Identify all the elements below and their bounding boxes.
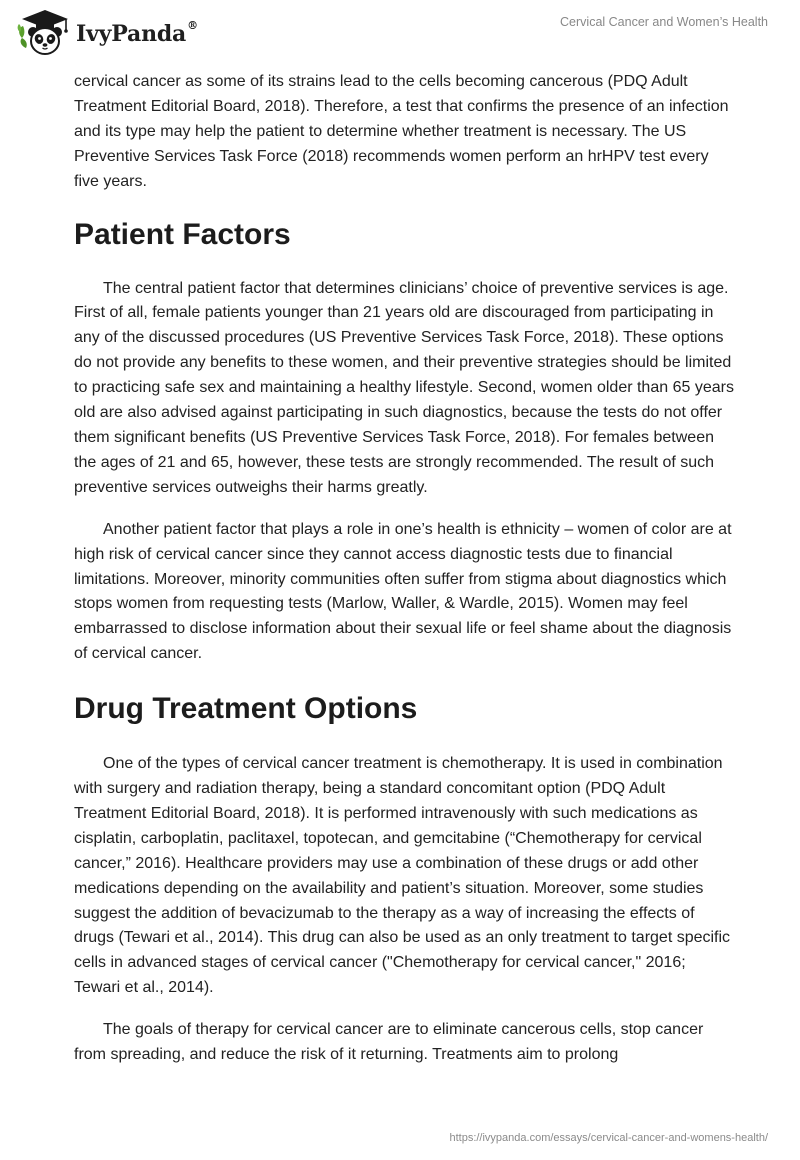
- ivypanda-logo[interactable]: [16, 8, 198, 58]
- paragraph: Another patient factor that plays a role in one’s health is ethnicity – women of color are at high risk of cervical cancer since they cannot access diagnostic tests due to financial limitations. Moreover, minority communities often suffer from stigma about diagnostics which stops women from requesting tests (Marlow, Waller, & Wardle, 2015). Women may feel embarrassed to disclose information about their sexual life or feel shame about the diagnosis of cervical cancer.: [74, 520, 732, 663]
- paragraph: The goals of therapy for cervical cancer are to eliminate cancerous cells, stop cancer from spreading, and reduce the risk of it returning. Treatments aim to prolong: [74, 1021, 704, 1064]
- document-title: Cervical Cancer and Women’s Health: [560, 15, 768, 29]
- page-header: [0, 0, 800, 62]
- registered-mark: ®: [187, 19, 198, 32]
- source-url[interactable]: https://ivypanda.com/essays/cervical-cancer-and-womens-health/: [449, 1132, 768, 1144]
- paragraph: The central patient factor that determines clinicians’ choice of preventive services is age. First of all, female patients younger than 21 years old are discouraged from participating in any of the discussed procedures (US Preventive Services Task Force, 2018). These options do not provide any benefits to these women, and their preventive strategies should be limited to practicing safe sex and maintaining a healthy lifestyle. Second, women older than 65 years old are also advised against participating in such diagnostics, because the tests do not offer them significant benefits (US Preventive Services Task Force, 2018). For females between the ages of 21 and 65, however, these tests are strongly recommended. The result of such preventive services outweighs their harms greatly.: [74, 279, 734, 496]
- brand-text: IvyPanda: [76, 21, 187, 47]
- paragraph: One of the types of cervical cancer treatment is chemotherapy. It is used in combination with surgery and radiation therapy, being a standard concomitant option (PDQ Adult Treatment Editorial Board, 2018). It is performed intravenously with such medications as cisplatin, carboplatin, paclitaxel, topotecan, and gemcitabine (“Chemotherapy for cervical cancer,” 2016). Healthcare providers may use a combination of these drugs or add other medications depending on the availability and patient’s situation. Moreover, some studies suggest the addition of bevacizumab to the therapy as a way of increasing the effects of drugs (Tewari et al., 2014). This drug can also be used as an only treatment to target specific cells in advanced stages of cervical cancer ("Chemotherapy for cervical cancer," 2016; Tewari et al., 2014).: [74, 755, 731, 997]
- panda-graduation-cap-icon: [16, 8, 74, 58]
- brand-name: [76, 21, 198, 47]
- intro-paragraph: cervical cancer as some of its strains lead to the cells becoming cancerous (PDQ Adult Treatment Editorial Board, 2018). Therefore, a test that confirms the presence of an infection and its type may help the patient to determine whether treatment is necessary. The US Preventive Services Task Force (2018) recommends women perform an hrHPV test every five years.: [74, 73, 729, 190]
- heading-drug-treatment-options: Drug Treatment Options: [74, 692, 418, 726]
- heading-patient-factors: Patient Factors: [74, 217, 291, 251]
- essay-body: [74, 70, 734, 1068]
